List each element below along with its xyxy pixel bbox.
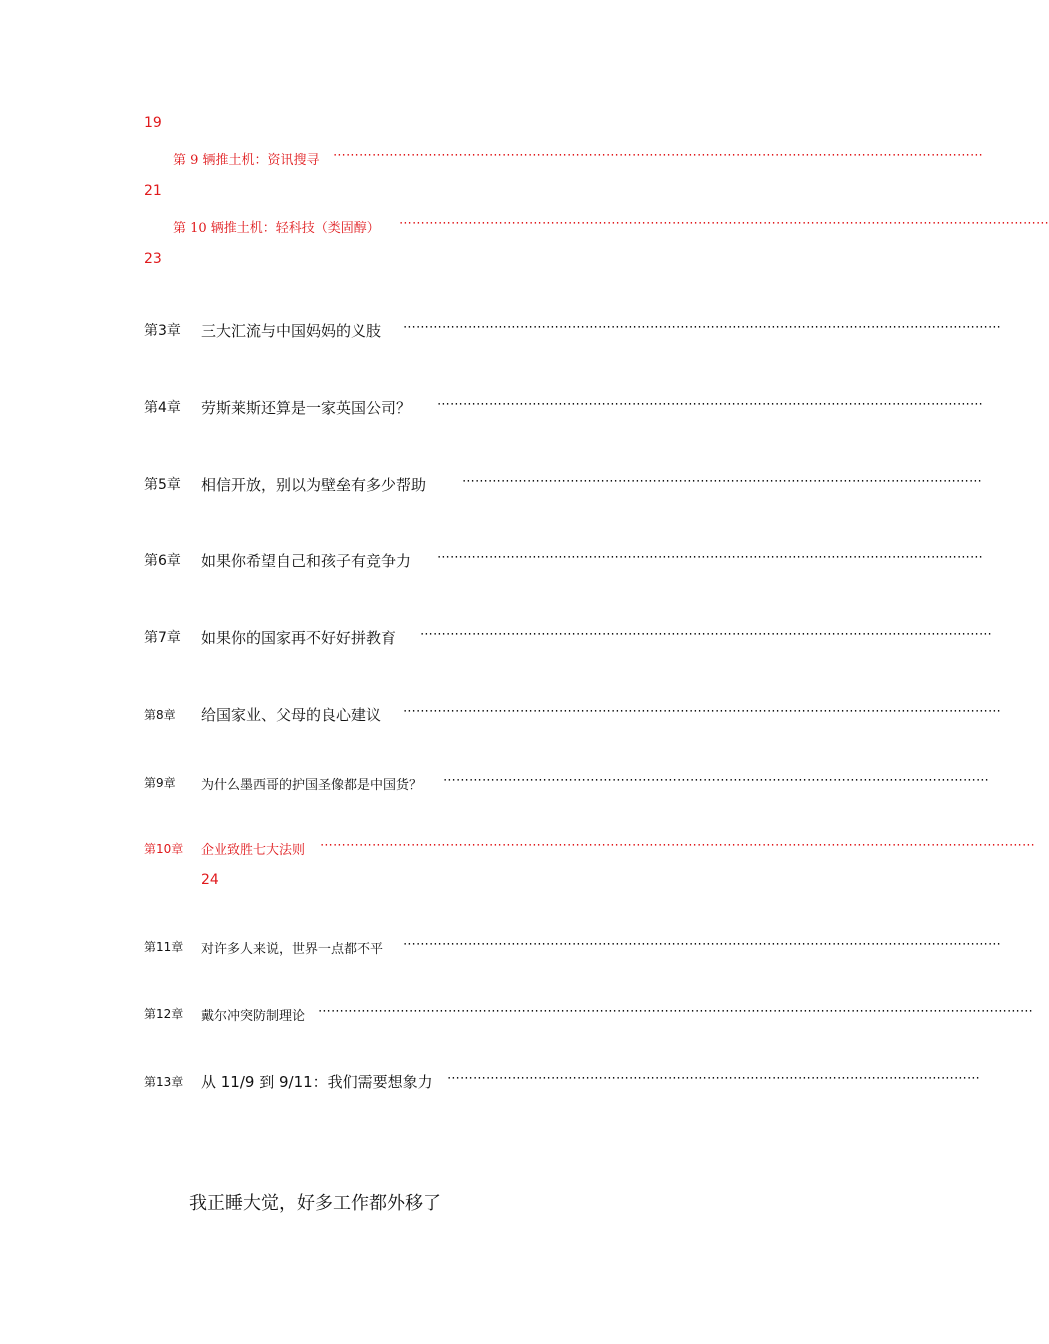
toc-leader-dots: ⋯⋯⋯⋯⋯⋯⋯⋯⋯⋯⋯⋯⋯⋯⋯⋯⋯⋯⋯⋯⋯⋯⋯⋯⋯⋯⋯⋯⋯⋯⋯⋯⋯⋯⋯⋯⋯⋯⋯⋯⋯⋯ [437,550,983,565]
chapter-title[interactable]: 给国家业、父母的良心建议 [201,706,382,724]
toc-leader-dots: ⋯⋯⋯⋯⋯⋯⋯⋯⋯⋯⋯⋯⋯⋯⋯⋯⋯⋯⋯⋯⋯⋯⋯⋯⋯⋯⋯⋯⋯⋯⋯⋯⋯⋯⋯⋯⋯⋯⋯⋯⋯⋯⋯⋯⋯⋯ [403,320,1001,335]
toc-leader-dots: ⋯⋯⋯⋯⋯⋯⋯⋯⋯⋯⋯⋯⋯⋯⋯⋯⋯⋯⋯⋯⋯⋯⋯⋯⋯⋯⋯⋯⋯⋯⋯⋯⋯⋯⋯⋯⋯⋯⋯⋯⋯ [447,1071,980,1086]
chapter-title[interactable]: 从 11/9 到 9/11：我们需要想象力 [201,1073,433,1091]
toc-leader-dots: ⋯⋯⋯⋯⋯⋯⋯⋯⋯⋯⋯⋯⋯⋯⋯⋯⋯⋯⋯⋯⋯⋯⋯⋯⋯⋯⋯⋯⋯⋯⋯⋯⋯⋯⋯⋯⋯⋯⋯⋯⋯⋯⋯⋯⋯⋯ [403,704,1001,719]
chapter-label: 第12章 [144,1007,184,1021]
chapter-label: 第11章 [144,940,184,954]
toc-leader-dots: ⋯⋯⋯⋯⋯⋯⋯⋯⋯⋯⋯⋯⋯⋯⋯⋯⋯⋯⋯⋯⋯⋯⋯⋯⋯⋯⋯⋯⋯⋯⋯⋯⋯⋯⋯⋯⋯⋯⋯⋯⋯⋯⋯⋯ [420,627,992,642]
toc-leader-dots: ⋯⋯⋯⋯⋯⋯⋯⋯⋯⋯⋯⋯⋯⋯⋯⋯⋯⋯⋯⋯⋯⋯⋯⋯⋯⋯⋯⋯⋯⋯⋯⋯⋯⋯⋯⋯⋯⋯⋯⋯⋯⋯⋯⋯⋯⋯⋯⋯⋯⋯ [399,216,1049,231]
chapter-title[interactable]: 三大汇流与中国妈妈的义肢 [201,322,382,340]
chapter-label: 第5章 [144,477,181,493]
chapter-label: 第4章 [144,400,181,416]
chapter-title[interactable]: 如果你的国家再不好好拼教育 [201,629,397,647]
page-number-21: 21 [144,183,162,199]
chapter-label: 第9章 [144,776,176,790]
chapter-title[interactable]: 戴尔冲突防制理论 [201,1009,306,1024]
toc-leader-dots: ⋯⋯⋯⋯⋯⋯⋯⋯⋯⋯⋯⋯⋯⋯⋯⋯⋯⋯⋯⋯⋯⋯⋯⋯⋯⋯⋯⋯⋯⋯⋯⋯⋯⋯⋯⋯⋯⋯⋯⋯⋯⋯⋯⋯⋯⋯⋯⋯⋯⋯ [333,148,983,163]
chapter-label: 第10章 [144,842,184,856]
chapter-title[interactable]: 相信开放，别以为壁垒有多少帮助 [201,476,427,494]
chapter-title[interactable]: 劳斯莱斯还算是一家英国公司？ [201,399,412,417]
toc-leader-dots: ⋯⋯⋯⋯⋯⋯⋯⋯⋯⋯⋯⋯⋯⋯⋯⋯⋯⋯⋯⋯⋯⋯⋯⋯⋯⋯⋯⋯⋯⋯⋯⋯⋯⋯⋯⋯⋯⋯⋯⋯⋯⋯⋯⋯⋯⋯⋯⋯⋯⋯⋯⋯⋯⋯⋯ [318,1004,1033,1019]
page-number-23: 23 [144,251,162,267]
toc-subsection-1[interactable]: 第 9 辆推土机：资讯搜寻 [173,153,320,168]
chapter-title[interactable]: 对许多人来说，世界一点都不平 [201,942,384,957]
toc-leader-dots: ⋯⋯⋯⋯⋯⋯⋯⋯⋯⋯⋯⋯⋯⋯⋯⋯⋯⋯⋯⋯⋯⋯⋯⋯⋯⋯⋯⋯⋯⋯⋯⋯⋯⋯⋯⋯⋯⋯⋯⋯⋯⋯⋯⋯⋯⋯⋯⋯⋯⋯⋯⋯⋯⋯⋯ [320,838,1035,853]
toc-subsection-2[interactable]: 第 10 辆推土机：轻科技（类固醇） [173,221,380,236]
chapter-title[interactable]: 为什么墨西哥的护国圣像都是中国货？ [201,778,423,793]
chapter-label: 第8章 [144,708,176,722]
toc-leader-dots: ⋯⋯⋯⋯⋯⋯⋯⋯⋯⋯⋯⋯⋯⋯⋯⋯⋯⋯⋯⋯⋯⋯⋯⋯⋯⋯⋯⋯⋯⋯⋯⋯⋯⋯⋯⋯⋯⋯⋯⋯ [462,474,982,489]
page-number-19: 19 [144,115,162,131]
chapter-label: 第13章 [144,1075,184,1089]
chapter-label: 第6章 [144,553,181,569]
chapter-title[interactable]: 如果你希望自己和孩子有竞争力 [201,552,412,570]
page-number-24: 24 [201,872,219,888]
toc-leader-dots: ⋯⋯⋯⋯⋯⋯⋯⋯⋯⋯⋯⋯⋯⋯⋯⋯⋯⋯⋯⋯⋯⋯⋯⋯⋯⋯⋯⋯⋯⋯⋯⋯⋯⋯⋯⋯⋯⋯⋯⋯⋯⋯ [443,773,989,788]
chapter-title[interactable]: 企业致胜七大法则 [201,843,306,858]
toc-leader-dots: ⋯⋯⋯⋯⋯⋯⋯⋯⋯⋯⋯⋯⋯⋯⋯⋯⋯⋯⋯⋯⋯⋯⋯⋯⋯⋯⋯⋯⋯⋯⋯⋯⋯⋯⋯⋯⋯⋯⋯⋯⋯⋯⋯⋯⋯⋯ [403,937,1001,952]
section-heading: 我正睡大觉，好多工作都外移了 [189,1193,441,1214]
chapter-label: 第3章 [144,323,181,339]
chapter-label: 第7章 [144,630,181,646]
toc-leader-dots: ⋯⋯⋯⋯⋯⋯⋯⋯⋯⋯⋯⋯⋯⋯⋯⋯⋯⋯⋯⋯⋯⋯⋯⋯⋯⋯⋯⋯⋯⋯⋯⋯⋯⋯⋯⋯⋯⋯⋯⋯⋯⋯ [437,397,983,412]
